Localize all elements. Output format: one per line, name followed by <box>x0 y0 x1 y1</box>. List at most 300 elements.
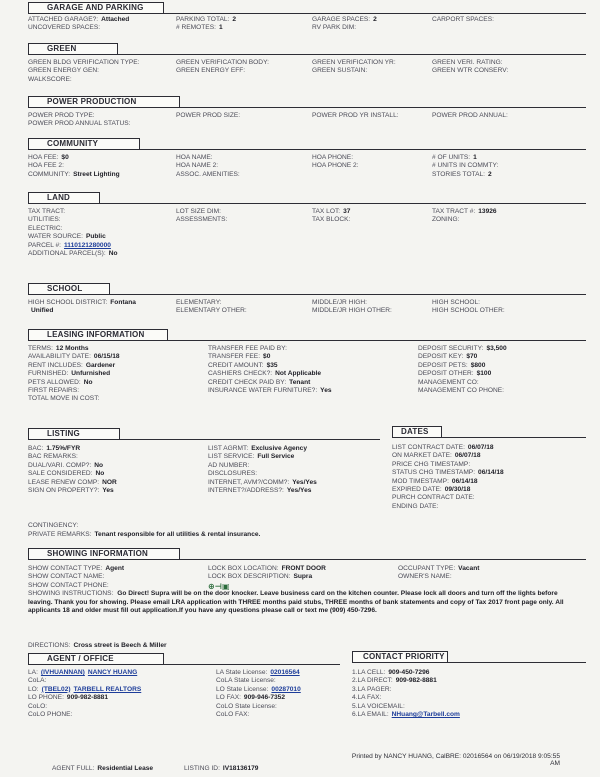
field-value: 1 <box>473 154 477 161</box>
field-label: UTILITIES: <box>28 216 61 224</box>
field <box>28 479 208 487</box>
showing-instructions: SHOWING INSTRUCTIONS: Go Direct! Supra will be on the door knocker. Leave business card on the kitchen counter. Please lock all doors and turn off the lights before leaving. Thank you for showing. Please email LRA application with THREE months paid stubs, THREE months of bank statements and copy of Tax 2017 front page only. All applicants 18 and older must fill out application.If you have any questions please call or text me (909) 450-7296. <box>28 590 564 615</box>
field <box>176 233 312 241</box>
field <box>312 299 432 307</box>
field-label: WATER SOURCE: <box>28 233 83 241</box>
field <box>176 67 312 75</box>
field <box>28 250 176 258</box>
field <box>418 395 586 403</box>
field-label: PRICE CHG TIMESTAMP: <box>392 460 471 468</box>
field-link[interactable]: NHuang@Tarbell.com <box>391 711 460 719</box>
field <box>312 76 432 84</box>
field <box>208 453 380 461</box>
field-label: HIGH SCHOOL DISTRICT: <box>28 299 108 306</box>
field <box>28 362 208 370</box>
field-value: 13926 <box>478 208 497 215</box>
field-label: ATTACHED GARAGE?: <box>28 16 99 23</box>
field-label: STATUS CHG TIMESTAMP: <box>392 469 476 477</box>
field <box>352 677 586 685</box>
field-label: UNCOVERED SPACES: <box>28 24 101 32</box>
field <box>432 112 586 120</box>
field <box>208 479 380 487</box>
field-label: TAX LOT: <box>312 208 341 215</box>
field <box>176 16 312 24</box>
school-fields <box>28 299 586 316</box>
field-label: SALE CONSIDERED: <box>28 470 93 478</box>
field-value: $100 <box>476 370 492 378</box>
field <box>432 250 586 258</box>
field <box>28 345 208 353</box>
field <box>418 353 586 361</box>
field <box>398 565 586 573</box>
field-label: SHOW CONTACT NAME: <box>28 573 105 581</box>
field-label: PARKING TOTAL: <box>176 16 230 23</box>
field <box>432 299 586 307</box>
field <box>176 208 312 216</box>
field-value: 12 Months <box>55 345 89 352</box>
field-label: # UNITS IN COMMTY: <box>432 162 499 170</box>
showing-fields <box>28 565 586 590</box>
field <box>28 387 208 395</box>
field <box>208 370 418 378</box>
green-fields <box>28 59 586 84</box>
power-fields <box>28 112 586 129</box>
field-label: ASSOC. AMENITIES: <box>176 170 240 178</box>
field <box>312 120 432 128</box>
field-label: BAC REMARKS: <box>28 453 78 461</box>
field <box>392 452 586 460</box>
field-value: Full Service <box>257 453 295 461</box>
lockbox-camera-icon: ▣ <box>222 582 230 591</box>
field <box>432 24 586 32</box>
section-title: CONTACT PRIORITY <box>352 651 448 663</box>
field <box>28 487 208 495</box>
field <box>28 208 176 216</box>
field-value: $3,500 <box>486 345 507 352</box>
section-title: AGENT / OFFICE <box>28 653 164 665</box>
field <box>28 462 208 470</box>
field-label: INTERNET?/ADDRESS?: <box>208 487 284 495</box>
field <box>432 242 586 250</box>
field-label: PURCH CONTRACT DATE: <box>392 494 475 502</box>
field <box>28 307 176 315</box>
field-label: LEASE RENEW COMP: <box>28 478 100 486</box>
field-value: 09/30/18 <box>444 486 471 494</box>
field-link[interactable]: (TBEL02) <box>41 685 71 693</box>
field-value: 1.75%/FYR <box>46 445 81 452</box>
section-listing <box>28 428 380 495</box>
field <box>208 565 398 573</box>
field-label: GREEN ENERGY EFF: <box>176 67 246 75</box>
field <box>176 154 312 162</box>
field-label: GREEN VERI. RATING: <box>432 59 503 66</box>
field-label: MIDDLE/JR HIGH: <box>312 299 367 306</box>
field-label: CoLA: <box>28 677 47 685</box>
field-label: TERMS: <box>28 345 53 352</box>
field-value: 2 <box>232 16 237 23</box>
agent-fields <box>28 669 340 719</box>
field-value: Not Applicable <box>275 370 322 378</box>
field <box>176 171 312 179</box>
field-label: CoLO FAX: <box>216 711 250 719</box>
field-label: MIDDLE/JR HIGH OTHER: <box>312 307 392 315</box>
field-label: HIGH SCHOOL: <box>432 299 480 306</box>
garage-fields <box>28 16 586 33</box>
field <box>28 225 176 233</box>
field-value: $35 <box>266 361 278 369</box>
field <box>312 242 432 250</box>
field-label: LIST CONTRACT DATE: <box>392 444 465 451</box>
field-value: No <box>95 470 105 478</box>
lockbox-key-icon: ⊕ <box>208 582 215 591</box>
field <box>28 16 176 24</box>
field-value: 37 <box>343 208 351 215</box>
field-value: 2 <box>373 16 377 23</box>
field-label: DEPOSIT OTHER: <box>418 370 474 378</box>
field-label: LA State License: <box>216 669 268 676</box>
field <box>208 395 418 403</box>
field-label: EXPIRED DATE: <box>392 486 442 494</box>
field <box>312 307 432 315</box>
field-value: Yes <box>320 387 332 395</box>
section-contact-priority <box>352 651 586 719</box>
field-label: DISCLOSURES: <box>208 470 258 478</box>
contingency-label: CONTINGENCY: <box>28 522 79 529</box>
field <box>312 162 432 170</box>
field <box>28 582 208 590</box>
field-value: $0 <box>263 353 271 361</box>
field <box>176 250 312 258</box>
field-value: Yes/Yes <box>286 487 312 495</box>
field-label: DEPOSIT KEY: <box>418 353 464 361</box>
section-title: SCHOOL <box>28 283 110 295</box>
field <box>432 154 586 162</box>
field <box>208 487 380 495</box>
field-label: POWER PROD SIZE: <box>176 112 241 119</box>
field-value: Fontana <box>110 299 136 306</box>
field <box>208 445 380 453</box>
field <box>216 694 340 702</box>
field <box>312 16 432 24</box>
field-label: PARCEL #: <box>28 241 61 249</box>
field-value: 06/14/18 <box>451 477 478 485</box>
field-label: LOT SIZE DIM: <box>176 208 221 215</box>
private-remarks-label: PRIVATE REMARKS: <box>28 531 92 538</box>
community-fields <box>28 154 586 179</box>
field <box>28 216 176 224</box>
field-label: GREEN BLDG VERIFICATION TYPE: <box>28 59 140 66</box>
field-label: CoLO PHONE: <box>28 711 73 719</box>
field <box>176 225 312 233</box>
contact-fields <box>352 669 586 719</box>
field-label: OCCUPANT TYPE: <box>398 565 456 572</box>
field-link[interactable]: 1110121280000 <box>63 241 111 249</box>
field <box>312 154 432 162</box>
field-value: Attached <box>101 16 130 23</box>
field-label: LO: <box>28 685 39 693</box>
field-label: HOA NAME 2: <box>176 162 219 170</box>
field-value: Yes/Yes <box>292 478 317 486</box>
field <box>352 703 586 711</box>
field-label: GREEN ENERGY GEN: <box>28 67 99 75</box>
field-label: 4.LA FAX: <box>352 694 382 702</box>
field-value: Unfurnished <box>71 370 111 378</box>
section-leasing <box>28 329 586 403</box>
field-label: DUAL/VARI. COMP?: <box>28 461 92 469</box>
field-value: 2 <box>488 170 492 178</box>
field <box>432 76 586 84</box>
field <box>176 59 312 67</box>
field <box>392 478 586 486</box>
field <box>432 171 586 179</box>
field <box>28 686 216 694</box>
field <box>28 573 208 581</box>
field-label: POWER PROD ANNUAL STATUS: <box>28 120 131 128</box>
field-label: CoLA State License: <box>216 677 276 685</box>
field-label: SHOW CONTACT PHONE: <box>28 581 109 589</box>
field <box>312 59 432 67</box>
section-community <box>28 138 586 178</box>
field <box>352 711 586 719</box>
field-value: Vacant <box>458 565 480 572</box>
field-label: MANAGEMENT CO: <box>418 378 479 386</box>
field-value: Street Lighting <box>73 170 120 178</box>
field <box>312 216 432 224</box>
field <box>28 120 176 128</box>
field-label: 5.LA VOICEMAIL: <box>352 702 405 710</box>
field-label: PETS ALLOWED: <box>28 378 81 386</box>
field <box>432 208 586 216</box>
section-title: GREEN <box>28 43 118 55</box>
field <box>418 345 586 353</box>
field-label: DEPOSIT PETS: <box>418 361 468 369</box>
field-label: LOCK BOX DESCRIPTION: <box>208 573 291 581</box>
field <box>312 112 432 120</box>
field-label: HOA PHONE: <box>312 154 354 161</box>
field <box>398 573 586 581</box>
field-label: SIGN ON PROPERTY?: <box>28 487 100 495</box>
field-value: No <box>108 250 118 258</box>
field-label: POWER PROD YR INSTALL: <box>312 112 399 119</box>
field-value: Gardener <box>85 361 116 369</box>
field-link[interactable]: TARBELL REALTORS <box>73 685 142 693</box>
field-label: AD NUMBER: <box>208 461 250 469</box>
field-value: 909-982-8881 <box>66 694 108 702</box>
field <box>352 694 586 702</box>
field-label: ASSESSMENTS: <box>176 216 228 224</box>
field <box>28 379 208 387</box>
field <box>28 703 216 711</box>
field <box>176 76 312 84</box>
private-remarks-value: Tenant responsible for all utilities & rental insurance. <box>94 531 261 538</box>
field-label: ZONING: <box>432 216 460 224</box>
footer-agent-full: AGENT FULL: Residential Lease <box>52 765 154 772</box>
field-value: Yes <box>102 487 114 495</box>
field-label: LA: <box>28 669 38 676</box>
field <box>208 462 380 470</box>
field-label: 2.LA DIRECT: <box>352 677 393 685</box>
field-link[interactable]: 02016564 <box>270 669 300 676</box>
field-link[interactable]: 00287010 <box>271 685 301 693</box>
field-label: TAX BLOCK: <box>312 216 351 224</box>
field <box>432 307 586 315</box>
land-fields <box>28 208 586 258</box>
field-value: Public <box>85 233 106 241</box>
field <box>392 461 586 469</box>
field-label: FURNISHED: <box>28 370 69 378</box>
field-label: HIGH SCHOOL OTHER: <box>432 307 505 315</box>
field-label: WALKSCORE: <box>28 75 72 83</box>
field-label: ON MARKET DATE: <box>392 452 452 460</box>
field <box>216 711 340 719</box>
field-link[interactable]: (IVHUANNAN) <box>40 669 85 676</box>
field-value: $800 <box>470 361 486 369</box>
section-title: LISTING <box>28 428 120 440</box>
listing-fields <box>28 445 380 495</box>
field-label: RV PARK DIM: <box>312 24 357 32</box>
leasing-fields <box>28 345 586 404</box>
field-value: 1 <box>218 24 223 32</box>
field-label: LO PHONE: <box>28 694 64 702</box>
field-label: CoLO: <box>28 702 48 710</box>
field <box>312 171 432 179</box>
field <box>28 76 176 84</box>
field <box>208 582 398 590</box>
field-value: FRONT DOOR <box>281 565 326 572</box>
field <box>312 208 432 216</box>
field <box>176 162 312 170</box>
field-value: Unified <box>31 307 54 315</box>
field-label: CREDIT CHECK PAID BY: <box>208 378 287 386</box>
field-label: ENDING DATE: <box>392 502 439 510</box>
field-label: HOA PHONE 2: <box>312 162 359 170</box>
field <box>392 469 586 477</box>
field <box>28 395 208 403</box>
field-link[interactable]: NANCY HUANG <box>87 669 138 676</box>
directions: DIRECTIONS: Cross street is Beech & Miller <box>28 642 167 649</box>
field-label: 6.LA EMAIL: <box>352 711 389 719</box>
section-title: GARAGE AND PARKING <box>28 2 164 14</box>
field <box>176 307 312 315</box>
field-label: RENT INCLUDES: <box>28 361 83 369</box>
field-value: 909-946-7352 <box>243 694 285 702</box>
field-value: $70 <box>466 353 478 361</box>
field <box>176 24 312 32</box>
field <box>28 154 176 162</box>
field <box>28 171 176 179</box>
field <box>208 345 418 353</box>
field-value: Exclusive Agency <box>251 445 308 452</box>
field <box>418 370 586 378</box>
field <box>28 162 176 170</box>
field <box>208 470 380 478</box>
field <box>392 503 586 511</box>
field-label: LIST SERVICE: <box>208 453 255 461</box>
field-label: GREEN VERIFICATION YR: <box>312 59 396 66</box>
field <box>208 353 418 361</box>
section-title: LEASING INFORMATION <box>28 329 168 341</box>
field <box>216 677 340 685</box>
field <box>418 362 586 370</box>
section-school <box>28 283 586 315</box>
field <box>28 67 176 75</box>
field-label: CoLO State License: <box>216 702 277 710</box>
field-label: TOTAL MOVE IN COST: <box>28 395 100 403</box>
field <box>312 233 432 241</box>
field <box>28 370 208 378</box>
field-label: BAC: <box>28 445 44 452</box>
field-value: $0 <box>61 154 69 161</box>
field-value: Agent <box>105 565 125 572</box>
field-label: 3.LA PAGER: <box>352 685 392 693</box>
field-label: GREEN SUSTAIN: <box>312 67 368 75</box>
field-label: HOA FEE 2: <box>28 162 64 170</box>
field-label: MOD TIMESTAMP: <box>392 477 449 485</box>
field-label: TAX TRACT #: <box>432 208 476 215</box>
field <box>28 112 176 120</box>
field-label: LOCK BOX LOCATION: <box>208 565 279 572</box>
field-value: 909-982-8881 <box>395 677 437 685</box>
field-label: ELEMENTARY: <box>176 299 222 306</box>
field <box>312 250 432 258</box>
dates-fields <box>392 444 586 511</box>
section-green <box>28 43 586 83</box>
lockbox-lock-icon: ⊣ <box>214 582 223 591</box>
field <box>418 379 586 387</box>
field <box>208 379 418 387</box>
field <box>176 299 312 307</box>
field <box>312 24 432 32</box>
field-label: AVAILABILITY DATE: <box>28 353 91 361</box>
field <box>216 669 340 677</box>
section-title: SHOWING INFORMATION <box>28 548 180 560</box>
field <box>216 686 340 694</box>
field <box>28 299 176 307</box>
field <box>432 67 586 75</box>
field-label: # REMOTES: <box>176 24 216 32</box>
field-label: OWNER'S NAME: <box>398 573 452 581</box>
field <box>312 225 432 233</box>
field <box>28 353 208 361</box>
field-label: LIST AGRMT: <box>208 445 249 452</box>
field-value: 06/14/18 <box>478 469 504 477</box>
field-label: STORIES TOTAL: <box>432 170 486 178</box>
field <box>28 453 208 461</box>
field <box>28 677 216 685</box>
field <box>28 233 176 241</box>
section-agent-office <box>28 653 340 719</box>
section-title: LAND <box>28 192 100 204</box>
field <box>208 573 398 581</box>
field-value: 06/15/18 <box>93 353 120 361</box>
field-label: SHOW CONTACT TYPE: <box>28 565 103 572</box>
field-value: Supra <box>293 573 313 581</box>
section-title: DATES <box>392 426 442 438</box>
field-value: NOR <box>102 478 117 486</box>
field <box>28 694 216 702</box>
field-label: LO FAX: <box>216 694 241 702</box>
field <box>28 565 208 573</box>
field-label: TAX TRACT: <box>28 208 66 215</box>
field <box>352 686 586 694</box>
section-garage-parking <box>28 2 586 32</box>
field <box>176 216 312 224</box>
field-label: POWER PROD ANNUAL: <box>432 112 508 119</box>
field-label: ELEMENTARY OTHER: <box>176 307 247 315</box>
field <box>432 162 586 170</box>
field <box>398 582 586 590</box>
field <box>312 67 432 75</box>
